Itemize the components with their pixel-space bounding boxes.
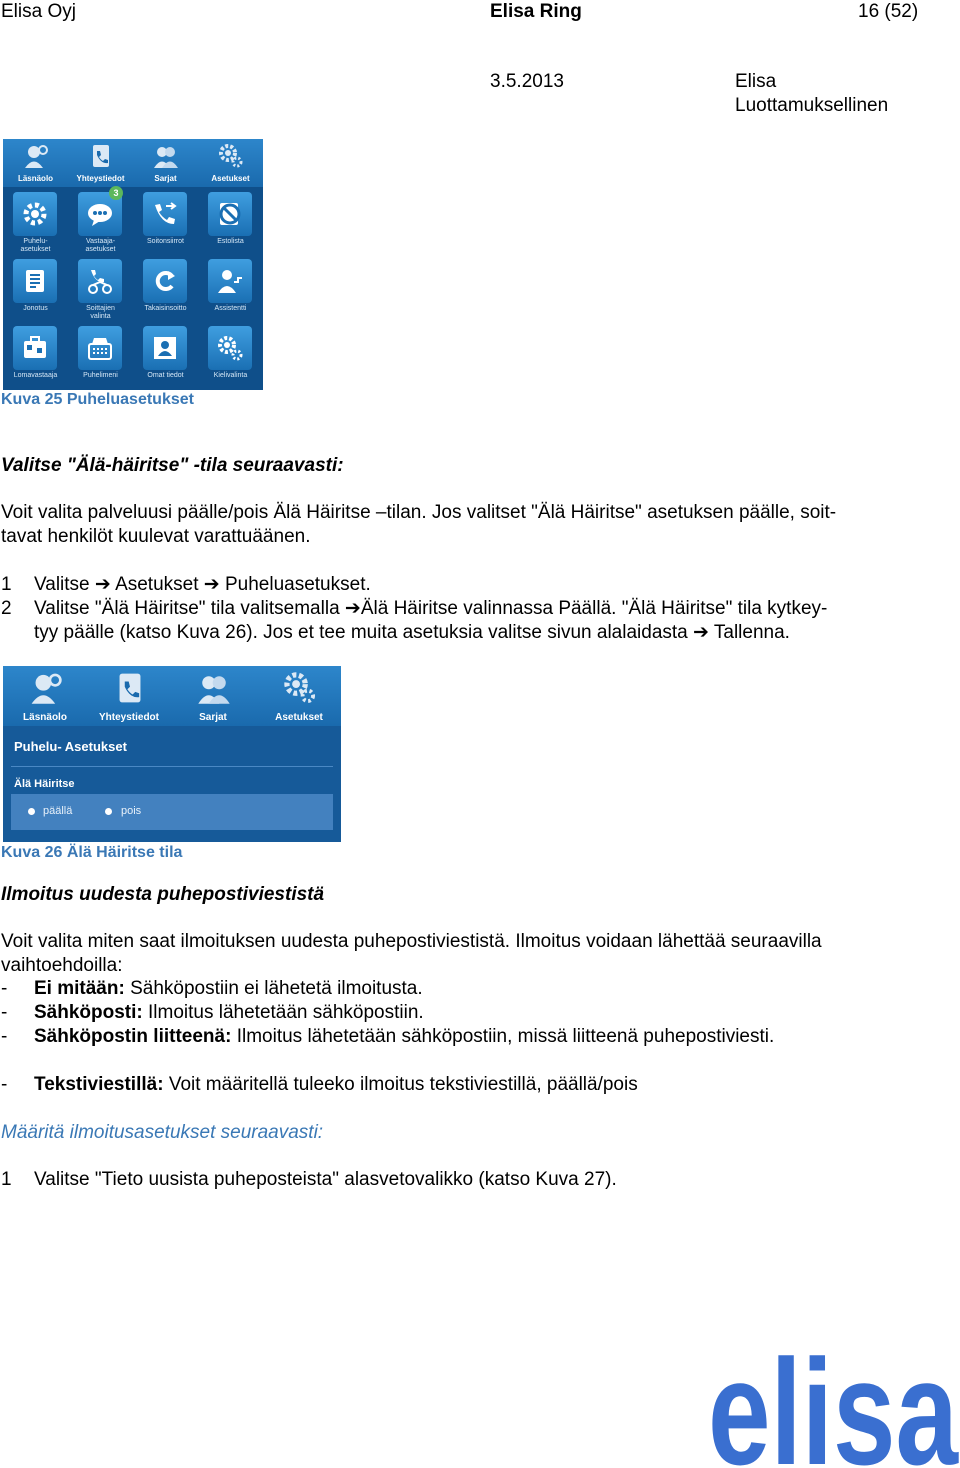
tile-label: Puhelu- asetukset <box>20 238 51 253</box>
tab-presence <box>3 666 87 726</box>
step-text: Tallenna. <box>713 622 790 643</box>
arrow-icon: ➔ <box>344 598 361 619</box>
step-2-instruction <box>34 597 827 621</box>
tile-voicemail-settings <box>68 188 133 255</box>
tab-bar <box>3 139 263 187</box>
panel-title: Puhelu- Asetukset <box>14 739 127 754</box>
settings-grid-screenshot <box>3 139 263 390</box>
tile-own-info <box>133 322 198 389</box>
group-icon <box>153 143 179 169</box>
phone-icon <box>86 334 114 362</box>
tab-label: Yhteystiedot <box>98 712 159 723</box>
list-label: Sähköposti: <box>34 1002 143 1023</box>
tile-assistant <box>198 255 263 322</box>
tile-vacation-responder <box>3 322 68 389</box>
figure-caption: Kuva 25 Puheluasetukset <box>1 391 194 408</box>
tab-label: Asetukset <box>211 174 250 183</box>
tile-label: Puhelimeni <box>83 372 118 379</box>
radio-off[interactable] <box>105 808 112 815</box>
contacts-icon <box>113 671 147 705</box>
divider <box>11 766 333 767</box>
paragraph-line: Voit valita miten saat ilmoituksen uudesta puhepostiviestistä. Ilmoitus voidaan lähettää seuraavilla <box>1 931 822 952</box>
step-text: tyy päälle (katso Kuva 26). Jos et tee muita asetuksia valitse sivun alalaidasta <box>34 622 688 643</box>
tab-series <box>133 139 198 187</box>
paragraph-line: tavat henkilöt kuulevat varattuäänen. <box>1 526 311 547</box>
list-item-content <box>34 1073 638 1097</box>
tile-call-forwarding <box>133 188 198 255</box>
paragraph-line: vaihtoehdoilla: <box>1 955 123 976</box>
contacts-icon <box>88 143 114 169</box>
tile-queue <box>3 255 68 322</box>
tab-label: Sarjat <box>199 712 227 723</box>
tab-presence <box>3 139 68 187</box>
list-text: Voit määritellä tuleeko ilmoitus tekstiviestillä, päällä/pois <box>168 1074 638 1095</box>
subheading: Määritä ilmoitusasetukset seuraavasti: <box>1 1122 324 1143</box>
header-title: Elisa Ring <box>490 1 582 22</box>
presence-icon <box>29 671 63 705</box>
step-text: Valitse <box>34 574 90 595</box>
assistant-icon <box>216 267 244 295</box>
header-confidentiality: Luottamuksellinen <box>735 95 889 116</box>
tile-caller-selection <box>68 255 133 322</box>
presence-icon <box>23 143 49 169</box>
radio-on[interactable] <box>28 808 35 815</box>
tile-label: Estolista <box>217 238 244 245</box>
setting-label: Älä Häiritse <box>14 778 75 790</box>
tab-label: Läsnäolo <box>23 712 67 723</box>
list-dash: - <box>1 1074 8 1095</box>
tab-settings <box>257 666 341 726</box>
tile-label: Soitonsiirrot <box>147 238 184 245</box>
list-label: Ei mitään: <box>34 978 125 999</box>
figure-caption: Kuva 26 Älä Häiritse tila <box>1 844 183 861</box>
step-text: Valitse "Älä Häiritse" tila valitsemalla <box>34 598 340 619</box>
header-org: Elisa <box>735 71 777 92</box>
gear-icon <box>283 671 317 705</box>
section-heading: Valitse "Älä-häiritse" -tila seuraavasti: <box>1 455 344 476</box>
call-forward-icon <box>151 200 179 228</box>
tile-label: Lomavastaaja <box>13 372 58 379</box>
tile-call-settings <box>3 188 68 255</box>
queue-icon <box>21 267 49 295</box>
radio-off-label: pois <box>121 805 142 817</box>
list-item <box>1 1073 638 1097</box>
tab-contacts <box>87 666 171 726</box>
list-item <box>1 977 423 1001</box>
list-text: Ilmoitus lähetetään sähköpostiin, missä liitteenä puhepostiviesti. <box>236 1026 775 1047</box>
tile-label: Takaisinsoitto <box>144 305 187 312</box>
list-item <box>1 1001 424 1025</box>
step-text: Asetukset <box>115 574 199 595</box>
tab-settings <box>198 139 263 187</box>
list-item-content <box>34 1001 424 1025</box>
section-heading: Ilmoitus uudesta puhepostiviestistä <box>1 884 325 905</box>
list-label: Tekstiviestillä: <box>34 1074 164 1095</box>
list-text: Sähköpostiin ei lähetetä ilmoitusta. <box>130 978 423 999</box>
header-page-number: 16 (52) <box>858 1 919 22</box>
arrow-icon: ➔ <box>94 574 111 595</box>
list-item <box>1 1025 775 1049</box>
arrow-icon: ➔ <box>203 574 220 595</box>
tab-contacts <box>68 139 133 187</box>
header-date: 3.5.2013 <box>490 71 564 92</box>
notification-badge: 3 <box>109 186 123 200</box>
group-icon <box>197 671 231 705</box>
tile-label: Assistentti <box>214 305 247 312</box>
callback-icon <box>151 267 179 295</box>
step-text: Puheluasetukset. <box>224 574 371 595</box>
list-dash: - <box>1 1026 8 1047</box>
step-1-instruction: Valitse "Tieto uusista puheposteista" alasvetovalikko (katso Kuva 27). <box>34 1169 617 1190</box>
gear-icon <box>21 200 49 228</box>
tab-label: Asetukset <box>275 712 323 723</box>
list-dash: - <box>1 978 8 999</box>
caller-select-icon <box>86 267 114 295</box>
list-dash: - <box>1 1002 8 1023</box>
radio-on-label: päällä <box>43 805 73 817</box>
tile-block-list <box>198 188 263 255</box>
elisa-logo <box>708 1330 960 1468</box>
header-company: Elisa Oyj <box>1 1 76 22</box>
vacation-icon <box>21 334 49 362</box>
step-2-continuation <box>34 621 790 645</box>
block-list-icon <box>216 200 244 228</box>
tab-label: Läsnäolo <box>17 174 54 183</box>
step-number: 2 <box>1 598 12 619</box>
radio-group <box>11 794 333 830</box>
arrow-icon: ➔ <box>693 622 709 643</box>
tab-label: Yhteystiedot <box>76 174 125 183</box>
profile-icon <box>151 334 179 362</box>
tile-label: Jonotus <box>23 305 48 312</box>
tile-my-phone <box>68 322 133 389</box>
list-label: Sähköpostin liitteenä: <box>34 1026 232 1047</box>
tab-label: Sarjat <box>154 174 177 183</box>
step-number: 1 <box>1 574 12 595</box>
logo-text: elisa <box>708 1330 960 1468</box>
do-not-disturb-screenshot <box>3 666 341 842</box>
tile-label: Omat tiedot <box>147 372 184 379</box>
tab-bar <box>3 666 341 726</box>
step-number: 1 <box>1 1169 12 1190</box>
paragraph-line: Voit valita palveluusi päälle/pois Älä Häiritse –tilan. Jos valitset "Älä Häiritse" asetuksen päälle, soit- <box>1 502 837 523</box>
tile-label: Soittajien valinta <box>86 305 115 320</box>
list-item-content <box>34 977 423 1001</box>
tile-callback <box>133 255 198 322</box>
gear-icon <box>218 143 244 169</box>
list-item-content <box>34 1025 774 1049</box>
tile-label: Kielivalinta <box>213 372 248 379</box>
tab-series <box>171 666 255 726</box>
tile-label: Vastaaja- asetukset <box>85 238 116 253</box>
tile-language-selection <box>198 322 263 389</box>
list-text: Ilmoitus lähetetään sähköpostiin. <box>148 1002 424 1023</box>
step-text: Älä Häiritse valinnassa Päällä. "Älä Häiritse" tila kytkey- <box>360 598 828 619</box>
step-1-instruction <box>34 573 371 597</box>
voicemail-icon <box>86 200 114 228</box>
language-icon <box>216 334 244 362</box>
